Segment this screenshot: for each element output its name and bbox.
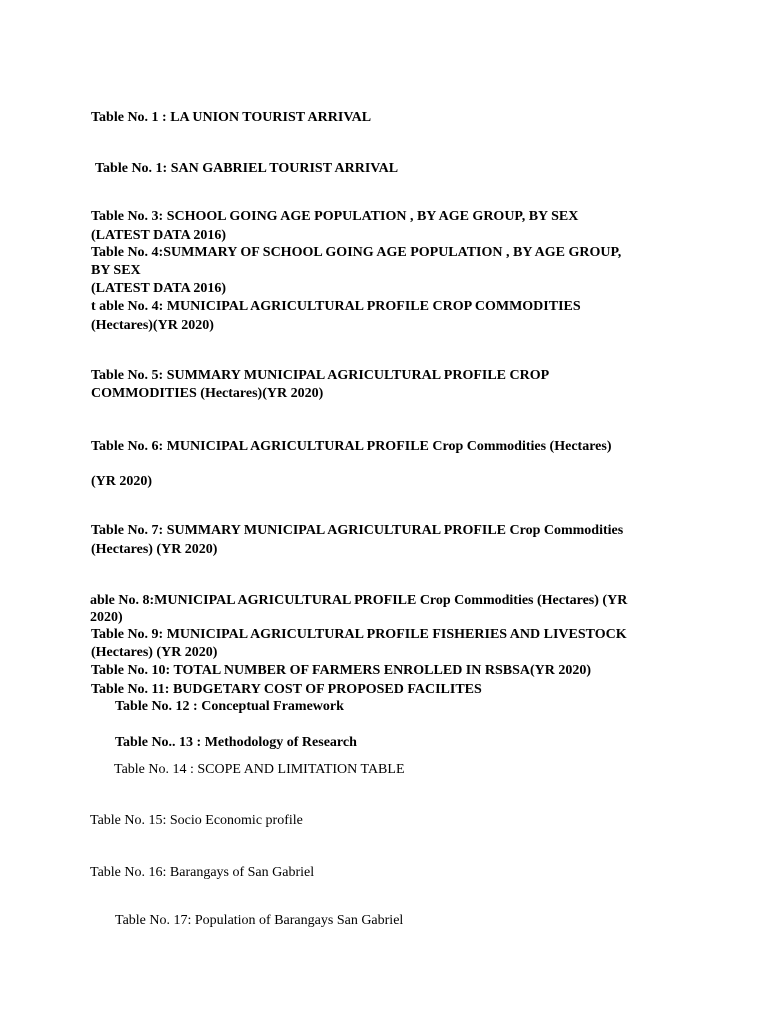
caption-table-9-line-1: Table No. 9: MUNICIPAL AGRICULTURAL PROFILE FISHERIES AND LIVESTOCK [91, 627, 627, 642]
caption-table-9-line-2: (Hectares) (YR 2020) [91, 645, 218, 660]
caption-table-8-line-1: able No. 8:MUNICIPAL AGRICULTURAL PROFILE Crop Commodities (Hectares) (YR [90, 593, 628, 608]
caption-table-15: Table No. 15: Socio Economic profile [90, 813, 303, 828]
caption-table-17: Table No. 17: Population of Barangays San Gabriel [115, 913, 404, 928]
caption-table-4b-line-1: t able No. 4: MUNICIPAL AGRICULTURAL PROFILE CROP COMMODITIES [91, 299, 581, 314]
caption-table-12: Table No. 12 : Conceptual Framework [115, 699, 344, 714]
caption-table-8-line-2: 2020) [90, 610, 123, 625]
caption-table-14: Table No. 14 : SCOPE AND LIMITATION TABLE [114, 762, 405, 777]
caption-table-16: Table No. 16: Barangays of San Gabriel [90, 865, 315, 880]
caption-table-6-line-1: Table No. 6: MUNICIPAL AGRICULTURAL PROFILE Crop Commodities (Hectares) [91, 439, 612, 454]
caption-table-3-line-2: (LATEST DATA 2016) [91, 228, 227, 243]
caption-table-10: Table No. 10: TOTAL NUMBER OF FARMERS ENROLLED IN RSBSA(YR 2020) [91, 663, 592, 678]
caption-table-7-line-1: Table No. 7: SUMMARY MUNICIPAL AGRICULTURAL PROFILE Crop Commodities [91, 523, 624, 538]
caption-table-4-line-2: BY SEX [91, 263, 141, 278]
caption-table-1-san-gabriel: Table No. 1: SAN GABRIEL TOURIST ARRIVAL [95, 161, 399, 176]
caption-table-3-line-1: Table No. 3: SCHOOL GOING AGE POPULATION , BY AGE GROUP, BY SEX [91, 209, 579, 224]
caption-table-11: Table No. 11: BUDGETARY COST OF PROPOSED FACILITES [91, 682, 482, 697]
caption-table-13: Table No.. 13 : Methodology of Research [115, 735, 357, 750]
caption-table-4b-line-2: (Hectares)(YR 2020) [91, 318, 214, 333]
caption-table-6-line-2: (YR 2020) [91, 474, 153, 489]
caption-table-5-line-1: Table No. 5: SUMMARY MUNICIPAL AGRICULTURAL PROFILE CROP [91, 368, 550, 383]
caption-table-4-line-1: Table No. 4:SUMMARY OF SCHOOL GOING AGE POPULATION , BY AGE GROUP, [91, 245, 622, 260]
caption-table-7-line-2: (Hectares) (YR 2020) [91, 542, 218, 557]
caption-table-1-la-union: Table No. 1 : LA UNION TOURIST ARRIVAL [91, 110, 372, 125]
caption-table-5-line-2: COMMODITIES (Hectares)(YR 2020) [91, 386, 324, 401]
caption-table-4-line-3: (LATEST DATA 2016) [91, 281, 227, 296]
